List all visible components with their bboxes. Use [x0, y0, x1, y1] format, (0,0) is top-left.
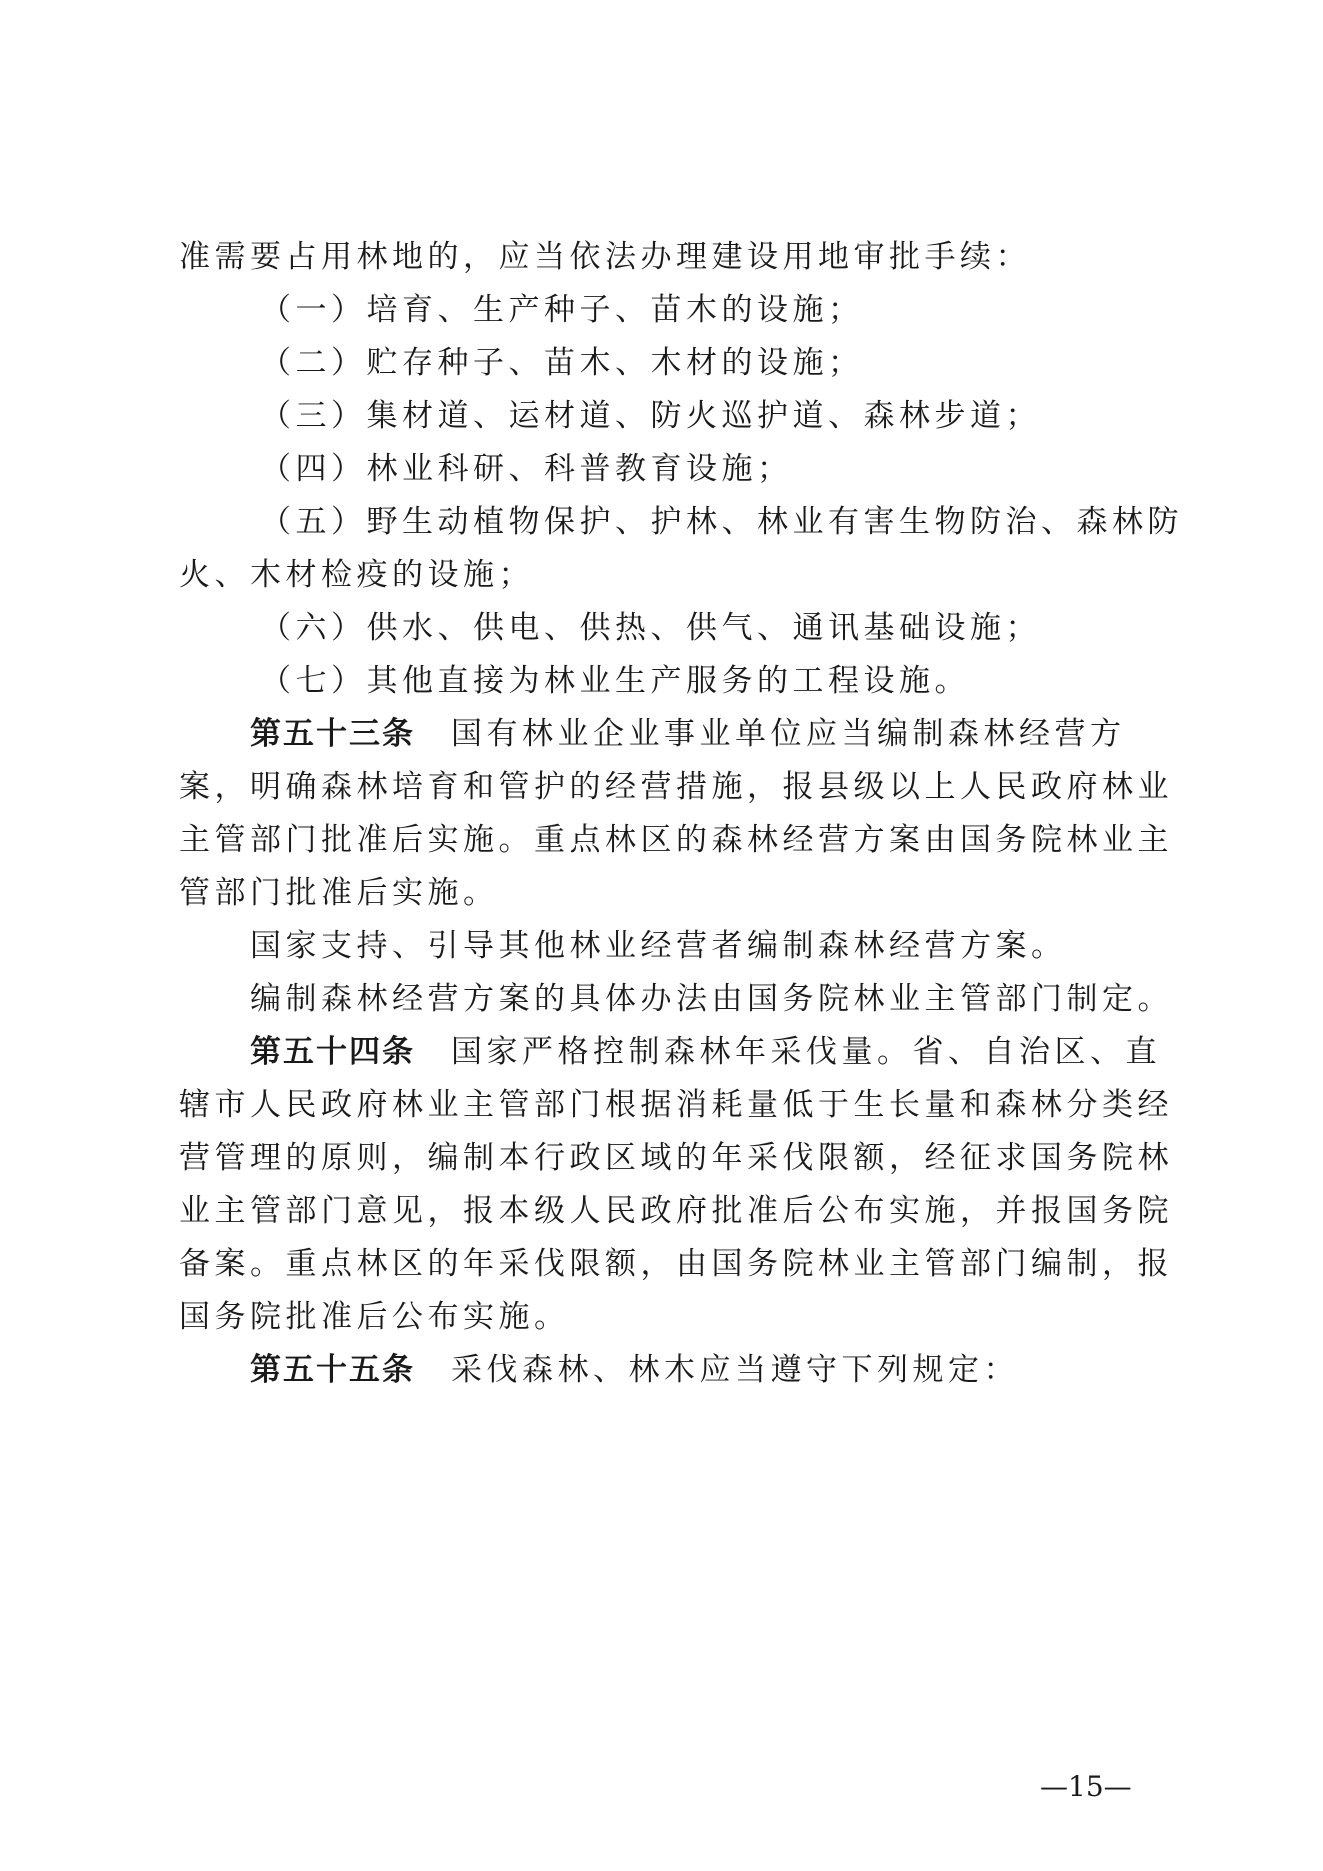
article-55-heading: 第五十五条 [250, 1352, 415, 1388]
article-54-first-line [250, 1032, 1235, 1072]
list-item: （二）贮存种子、苗木、木材的设施； [260, 345, 864, 381]
list-item: （五）野生动植物保护、护林、林业有害生物防治、森林防 [260, 504, 1183, 540]
list-item: （三）集材道、运材道、防火巡护道、森林步道； [260, 398, 1041, 434]
list-item: （一）培育、生产种子、苗木的设施； [260, 292, 864, 328]
paragraph-line: 编制森林经营方案的具体办法由国务院林业主管部门制定。 [250, 981, 1173, 1017]
text-line: 管部门批准后实施。 [179, 875, 499, 911]
article-55-first-line [250, 1350, 1235, 1390]
text-line: 准需要占用林地的，应当依法办理建设用地审批手续： [179, 239, 1031, 275]
article-53-first-line [250, 714, 1235, 754]
article-54-heading: 第五十四条 [250, 1034, 415, 1070]
text-line: 辖市人民政府林业主管部门根据消耗量低于生长量和森林分类经 [179, 1087, 1173, 1123]
text-line: 国家严格控制森林年采伐量。省、自治区、直 [451, 1034, 1161, 1070]
list-item: （四）林业科研、科普教育设施； [260, 451, 793, 487]
paragraph-line: 国家支持、引导其他林业经营者编制森林经营方案。 [250, 928, 1067, 964]
list-item: （七）其他直接为林业生产服务的工程设施。 [260, 663, 970, 699]
article-53-heading: 第五十三条 [250, 716, 415, 752]
text-line: 国务院批准后公布实施。 [179, 1299, 570, 1335]
text-line: 火、木材检疫的设施； [179, 557, 534, 593]
text-line: 营管理的原则，编制本行政区域的年采伐限额，经征求国务院林 [179, 1140, 1173, 1176]
text-line: 业主管部门意见，报本级人民政府批准后公布实施，并报国务院 [179, 1193, 1173, 1229]
text-line: 国有林业企业事业单位应当编制森林经营方 [451, 716, 1126, 752]
list-item: （六）供水、供电、供热、供气、通讯基础设施； [260, 610, 1041, 646]
text-line: 主管部门批准后实施。重点林区的森林经营方案由国务院林业主 [179, 822, 1173, 858]
text-line: 采伐森林、林木应当遵守下列规定： [451, 1352, 1019, 1388]
page-number: —15— [1040, 1770, 1132, 1803]
text-line: 案，明确森林培育和管护的经营措施，报县级以上人民政府林业 [179, 769, 1173, 805]
text-line: 备案。重点林区的年采伐限额，由国务院林业主管部门编制，报 [179, 1246, 1173, 1282]
